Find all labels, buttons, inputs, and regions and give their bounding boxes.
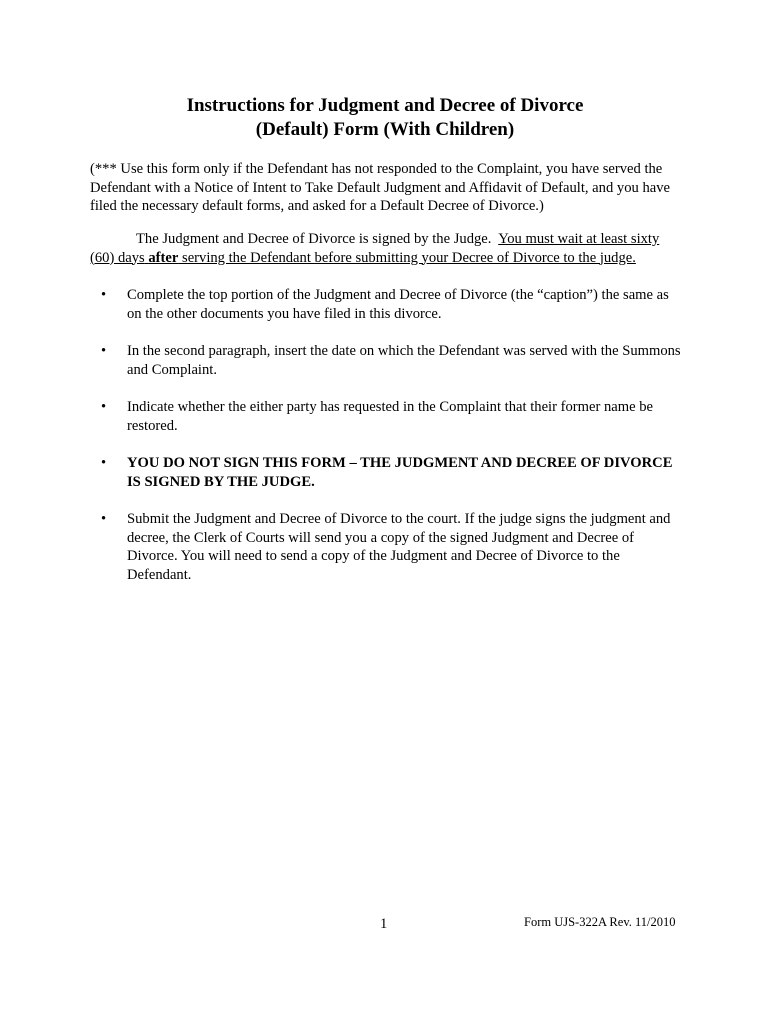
signing-paragraph	[90, 230, 682, 267]
list-item-text: Complete the top portion of the Judgment and Decree of Divorce (the “caption”) the same as on the other documents you have filed in this divorce.	[127, 287, 669, 322]
list-item-text: Indicate whether the either party has requested in the Complaint that their former name be restored.	[127, 399, 653, 434]
bullet-icon: •	[101, 399, 107, 415]
page-number: 1	[380, 916, 388, 932]
page-title	[0, 94, 770, 142]
title-line-2: (Default) Form (With Children)	[255, 119, 515, 140]
list-item-text: YOU DO NOT SIGN THIS FORM – THE JUDGMENT AND DECREE OF DIVORCE IS SIGNED BY THE JUDGE.	[127, 455, 673, 490]
list-item	[90, 342, 682, 379]
bullet-icon: •	[101, 287, 107, 303]
after-bold: after	[148, 249, 179, 266]
list-item-text: In the second paragraph, insert the date on which the Defendant was served with the Summons and Complaint.	[127, 343, 681, 378]
intro-paragraph: (*** Use this form only if the Defendant has not responded to the Complaint, you have served the Defendant with a Notice of Intent to Take Default Judgment and Affidavit of Default, and you have filed the necessary default forms, and asked for a Default Decree of Divorce.)	[90, 161, 670, 214]
list-item	[90, 398, 682, 435]
instruction-list	[90, 286, 682, 603]
list-item	[90, 286, 682, 323]
bullet-icon: •	[101, 455, 107, 471]
list-item-text: Submit the Judgment and Decree of Divorce to the court. If the judge signs the judgment and decree, the Clerk of Courts will send you a copy of the signed Judgment and Decree of Divorce. You will need to send a copy of the Judgment and Decree of Divorce to the Defendant.	[127, 511, 671, 583]
wait-notice-part-1: You must wait at least sixty (60) days	[90, 231, 660, 266]
form-number: Form UJS-322A Rev. 11/2010	[524, 915, 676, 929]
list-item	[90, 510, 682, 584]
bullet-icon: •	[101, 343, 107, 359]
signing-text: The Judgment and Decree of Divorce is signed by the Judge.	[136, 231, 492, 247]
title-line-1: Instructions for Judgment and Decree of Divorce	[186, 95, 584, 116]
bullet-icon: •	[101, 511, 107, 527]
wait-notice-part-2: serving the Defendant before submitting your Decree of Divorce to the judge.	[182, 249, 636, 266]
list-item	[90, 454, 682, 491]
